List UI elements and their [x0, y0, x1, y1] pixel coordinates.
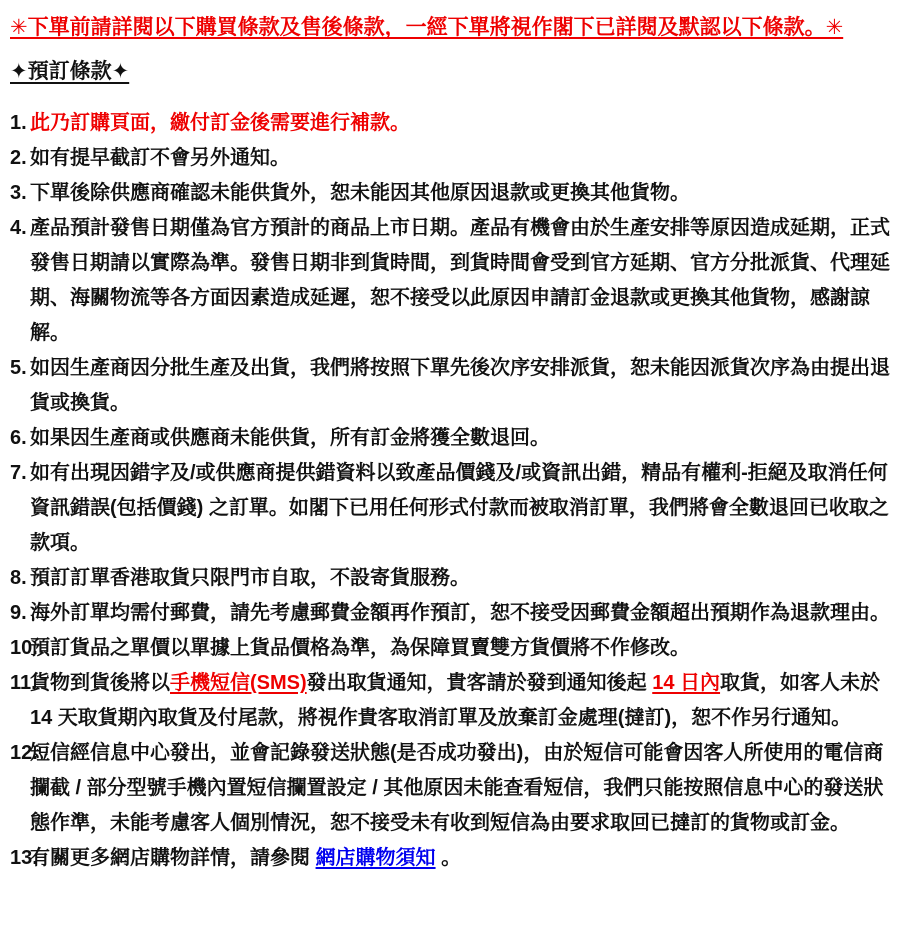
- term-text: 。: [435, 847, 462, 869]
- term-item: [10, 141, 901, 176]
- term-text: 海外訂單均需付郵費，請先考慮郵費金額再作預訂，恕不接受因郵費金額超出預期作為退款理由。: [30, 602, 890, 624]
- term-item: [10, 666, 901, 736]
- term-number: 3.: [10, 182, 27, 204]
- term-item: [10, 561, 901, 596]
- term-text: 短信經信息中心發出，並會記錄發送狀態(是否成功發出)，由於短信可能會因客人所使用的電信商攔截 / 部分型號手機內置短信攔置設定 / 其他原因未能查看短信，我們只能按照信息中心的發送狀態作準，未能考慮客人個別情況，恕不接受未有收到短信為由要求取回已撻訂的貨物或訂金。: [30, 742, 884, 834]
- term-number: 4.: [10, 217, 27, 239]
- term-number: 10.: [10, 637, 38, 659]
- term-text: 預訂訂單香港取貨只限門市自取，不設寄貨服務。: [30, 567, 470, 589]
- term-item: [10, 421, 901, 456]
- terms-list: [10, 106, 901, 876]
- term-text: 14 日內: [652, 672, 721, 694]
- term-text: 如有提早截訂不會另外通知。: [30, 147, 290, 169]
- term-text: 取貨，如客人未於 14 天取貨期內取貨及付尾款，將視作貴客取消訂單及放棄訂金處理(撻訂)，恕不作另行通知。: [30, 672, 881, 729]
- term-text: 有關更多網店購物詳情，請參閱: [30, 847, 316, 869]
- term-number: 6.: [10, 427, 27, 449]
- term-item: [10, 176, 901, 211]
- term-text: 發出取貨通知，貴客請於發到通知後起: [306, 672, 653, 694]
- term-text: 下單後除供應商確認未能供貨外，恕未能因其他原因退款或更換其他貨物。: [30, 182, 690, 204]
- term-text: 產品預計發售日期僅為官方預計的商品上市日期。產品有機會由於生產安排等原因造成延期，正式發售日期請以實際為準。發售日期非到貨時間，到貨時間會受到官方延期、官方分批派貨、代理延期、海關物流等各方面因素造成延遲，恕不接受以此原因申請訂金退款或更換其他貨物，感謝諒解。: [30, 217, 890, 344]
- term-text: 貨物到貨後將以: [30, 672, 170, 694]
- section-title: ✦預訂條款✦: [10, 60, 130, 83]
- pre-order-warning: ✳下單前請詳閱以下購買條款及售後條款，一經下單將視作閣下已詳閱及默認以下條款。✳: [10, 16, 844, 39]
- term-number: 8.: [10, 567, 27, 589]
- term-text: 預訂貨品之單價以單據上貨品價格為準，為保障買賣雙方貨價將不作修改。: [30, 637, 690, 659]
- term-number: 13.: [10, 847, 38, 869]
- term-item: [10, 631, 901, 666]
- term-number: 7.: [10, 462, 27, 484]
- term-item: [10, 351, 901, 421]
- term-text: 此乃訂購頁面，繳付訂金後需要進行補款。: [30, 112, 410, 134]
- term-number: 5.: [10, 357, 27, 379]
- term-item: [10, 106, 901, 141]
- term-number: 12.: [10, 742, 38, 764]
- store-shopping-guide-link[interactable]: 網店購物須知: [315, 847, 436, 869]
- term-text: 如因生產商因分批生產及出貨，我們將按照下單先後次序安排派貨，恕未能因派貨次序為由提出退貨或換貨。: [30, 357, 890, 414]
- term-text: 手機短信(SMS): [170, 672, 307, 694]
- term-item: [10, 211, 901, 351]
- term-number: 9.: [10, 602, 27, 624]
- term-number: 1.: [10, 112, 27, 134]
- term-item: [10, 841, 901, 876]
- term-item: [10, 736, 901, 841]
- term-text: 如果因生產商或供應商未能供貨，所有訂金將獲全數退回。: [30, 427, 550, 449]
- term-item: [10, 456, 901, 561]
- term-number: 2.: [10, 147, 27, 169]
- term-number: 11.: [10, 672, 37, 694]
- term-item: [10, 596, 901, 631]
- term-text: 如有出現因錯字及/或供應商提供錯資料以致產品價錢及/或資訊出錯，精品有權利-拒絕及取消任何資訊錯誤(包括價錢) 之訂單。如閣下已用任何形式付款而被取消訂單，我們將會全數退回已收取之款項。: [30, 462, 889, 554]
